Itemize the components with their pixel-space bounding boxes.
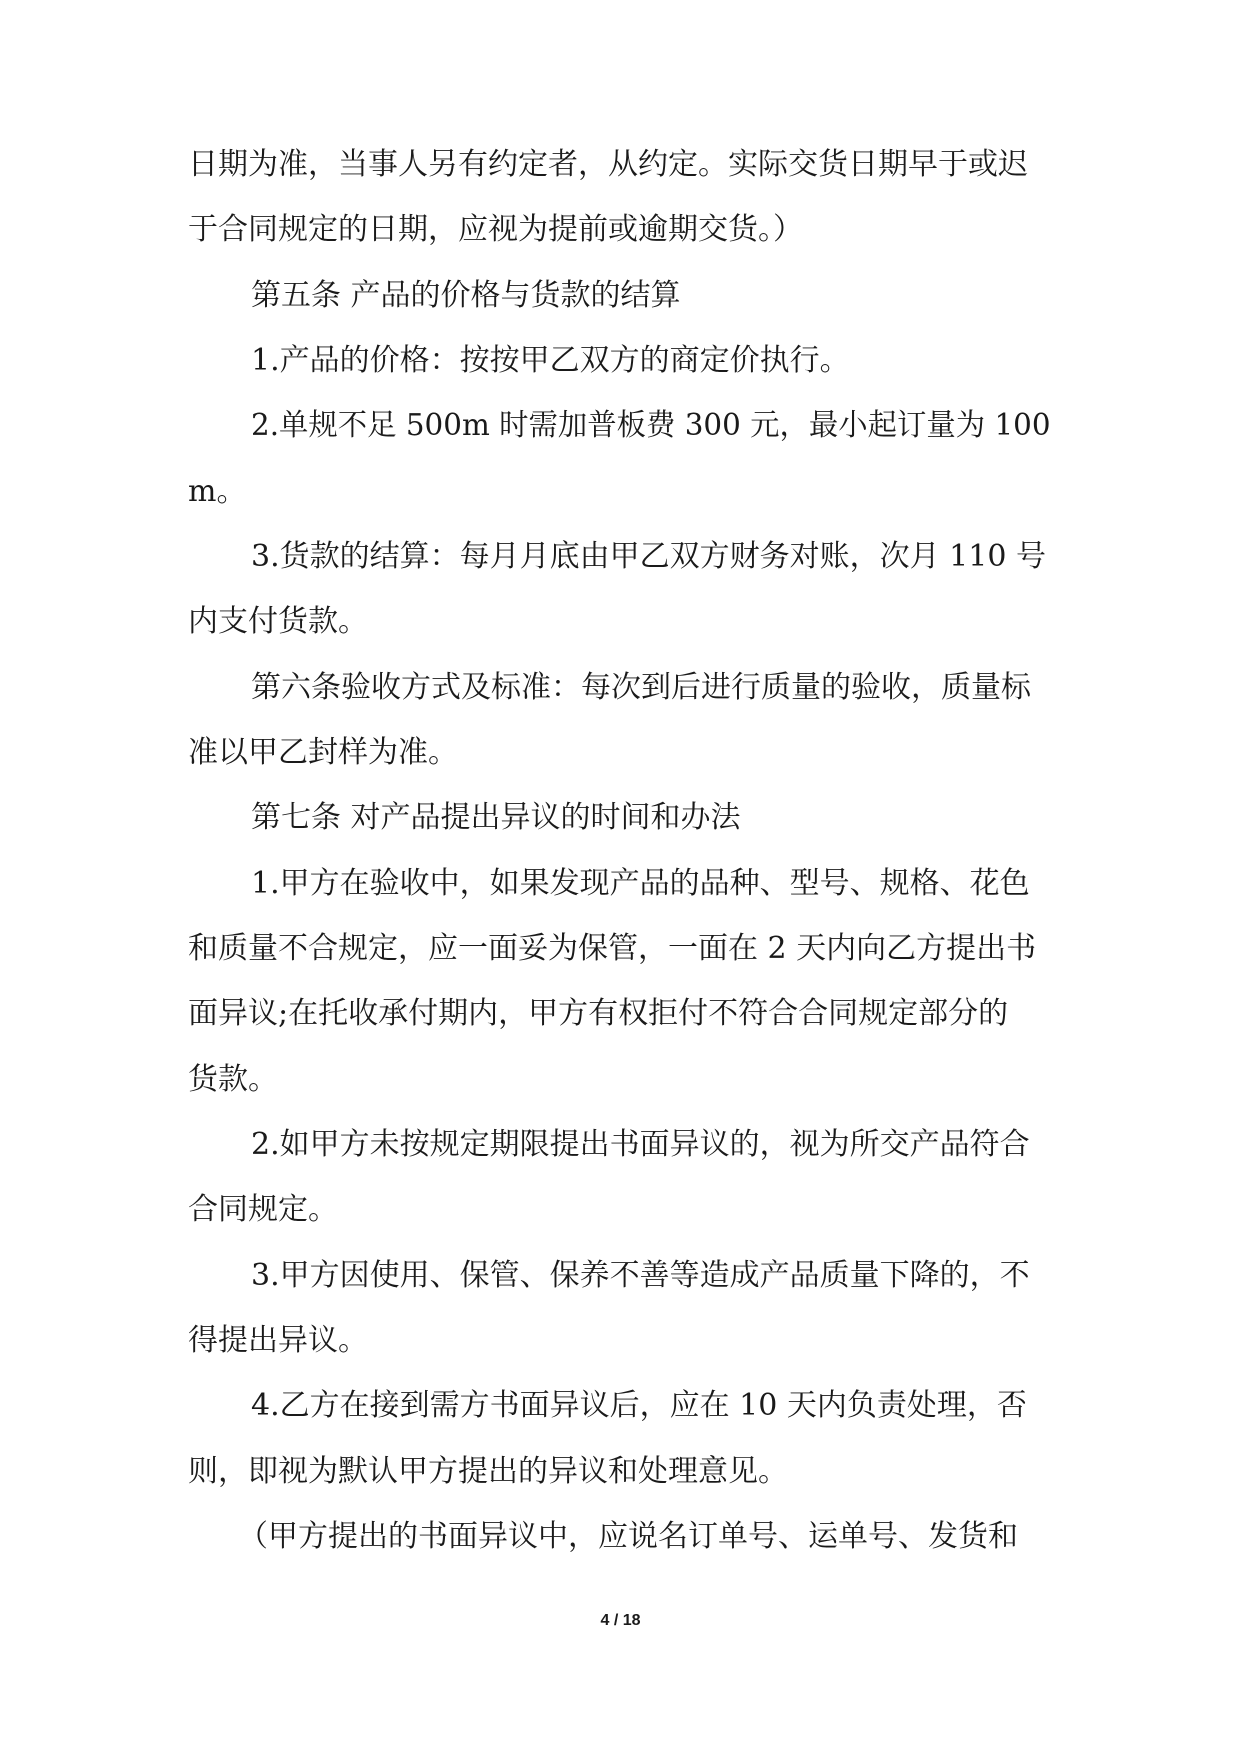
body-text-line: m。 [188, 474, 247, 509]
body-text-line: 1.产品的价格：按按甲乙双方的商定价执行。 [251, 343, 850, 378]
body-text-line: 和质量不合规定，应一面妥为保管，一面在 2 天内向乙方提出书 [188, 931, 1037, 966]
body-text-line: 则，即视为默认甲方提出的异议和处理意见。 [188, 1454, 788, 1489]
body-text-line: 内支付货款。 [188, 604, 368, 639]
body-text-line: 货款。 [188, 1062, 278, 1097]
body-text-line: 2.单规不足 500m 时需加普板费 300 元，最小起订量为 100 [251, 408, 1051, 443]
body-text-line: 日期为准，当事人另有约定者，从约定。实际交货日期早于或迟 [188, 147, 1028, 182]
body-text-line: （甲方提出的书面异议中，应说名订单号、运单号、发货和 [238, 1519, 1018, 1554]
section-heading: 第六条验收方式及标准：每次到后进行质量的验收，质量标 [251, 670, 1031, 705]
body-text-line: 3.甲方因使用、保管、保养不善等造成产品质量下降的，不 [251, 1258, 1030, 1293]
body-text-line: 面异议;在托收承付期内，甲方有权拒付不符合合同规定部分的 [188, 996, 1009, 1031]
body-text-line: 得提出异议。 [188, 1323, 368, 1358]
page-number: 4 / 18 [600, 1612, 641, 1629]
body-text-line: 于合同规定的日期，应视为提前或逾期交货。） [188, 212, 803, 247]
body-text-line: 合同规定。 [188, 1192, 338, 1227]
body-text-line: 4.乙方在接到需方书面异议后，应在 10 天内负责处理，否 [251, 1388, 1027, 1423]
body-text-line: 3.货款的结算：每月月底由甲乙双方财务对账，次月 110 号 [251, 539, 1046, 574]
body-text-line: 1.甲方在验收中，如果发现产品的品种、型号、规格、花色 [251, 866, 1030, 901]
section-heading: 第七条 对产品提出异议的时间和办法 [251, 800, 741, 835]
section-heading: 第五条 产品的价格与货款的结算 [251, 278, 681, 313]
body-text-line: 2.如甲方未按规定期限提出书面异议的，视为所交产品符合 [251, 1127, 1030, 1162]
body-text-line: 准以甲乙封样为准。 [188, 735, 458, 770]
